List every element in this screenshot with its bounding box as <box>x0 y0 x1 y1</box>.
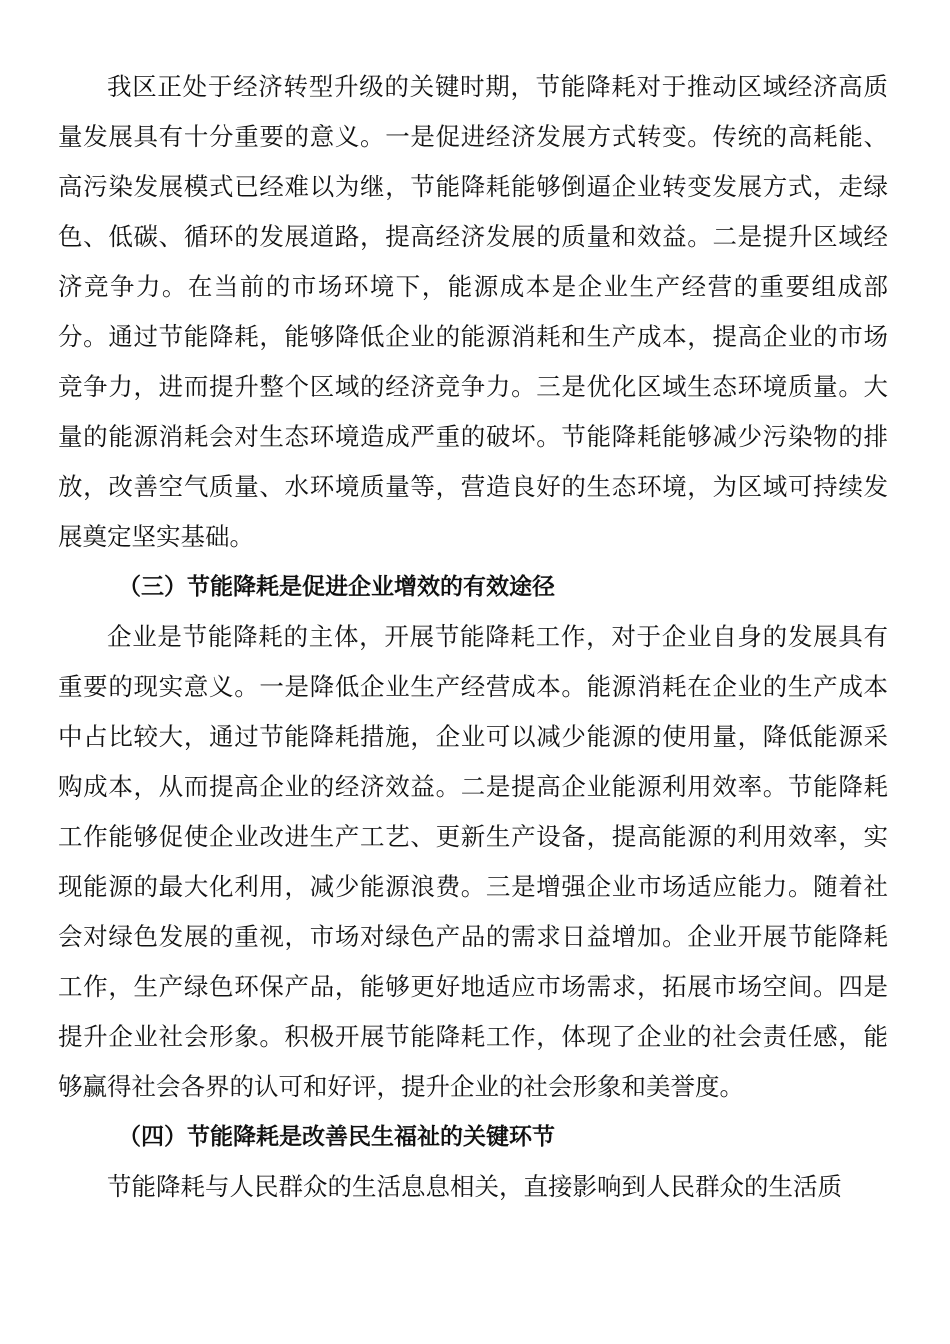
paragraph-regional-economy: 我区正处于经济转型升级的关键时期，节能降耗对于推动区域经济高质量发展具有十分重要的意义。一是促进经济发展方式转变。传统的高耗能、高污染发展模式已经难以为继，节能降耗能够倒逼企业转变发展方式，走绿色、低碳、循环的发展道路，提高经济发展的质量和效益。二是提升区域经济竞争力。在当前的市场环境下，能源成本是企业生产经营的重要组成部分。通过节能降耗，能够降低企业的能源消耗和生产成本，提高企业的市场竞争力，进而提升整个区域的经济竞争力。三是优化区域生态环境质量。大量的能源消耗会对生态环境造成严重的破坏。节能降耗能够减少污染物的排放，改善空气质量、水环境质量等，营造良好的生态环境，为区域可持续发展奠定坚实基础。 <box>58 72 888 551</box>
paragraph-enterprise-efficiency: 企业是节能降耗的主体，开展节能降耗工作，对于企业自身的发展具有重要的现实意义。一是降低企业生产经营成本。能源消耗在企业的生产成本中占比较大，通过节能降耗措施，企业可以减少能源的使用量，降低能源采购成本，从而提高企业的经济效益。二是提高企业能源利用效率。节能降耗工作能够促使企业改进生产工艺、更新生产设备，提高能源的利用效率，实现能源的最大化利用，减少能源浪费。三是增强企业市场适应能力。随着社会对绿色发展的重视，市场对绿色产品的需求日益增加。企业开展节能降耗工作，生产绿色环保产品，能够更好地适应市场需求，拓展市场空间。四是提升企业社会形象。积极开展节能降耗工作，体现了企业的社会责任感，能够赢得社会各界的认可和好评，提升企业的社会形象和美誉度。 <box>58 622 888 1101</box>
document-page <box>58 62 888 1212</box>
section-heading-4: （四）节能降耗是改善民生福祉的关键环节 <box>118 1124 555 1150</box>
section-heading-3: （三）节能降耗是促进企业增效的有效途径 <box>118 574 555 600</box>
paragraph-livelihood: 节能降耗与人民群众的生活息息相关，直接影响到人民群众的生活质 <box>107 1172 842 1201</box>
